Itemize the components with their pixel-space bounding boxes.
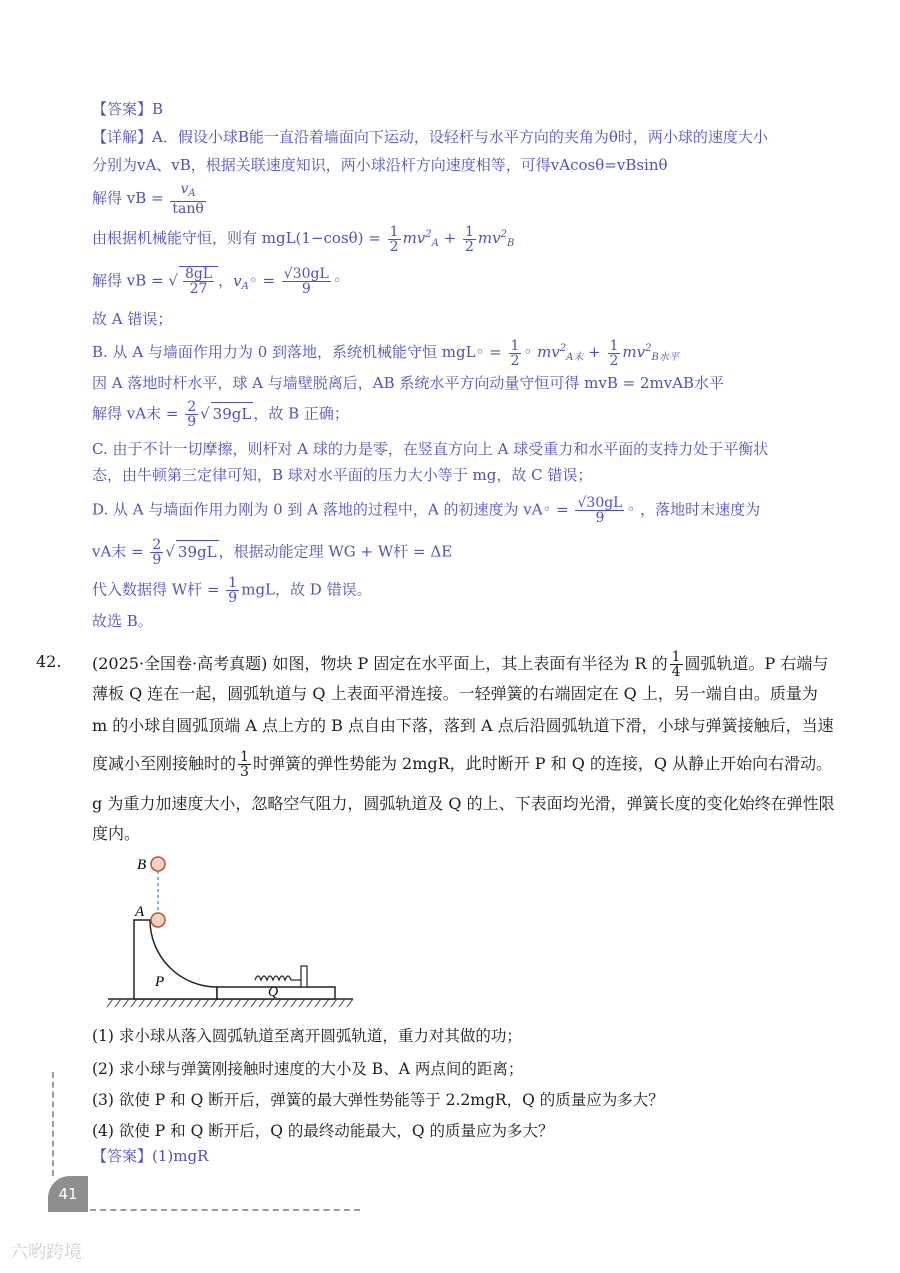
spring-stop: [301, 966, 307, 987]
ground-hatching: [107, 999, 353, 1007]
explanation-b: B. 从 A 与墙面作用力为 0 到落地，系统机械能守恒 mgL◦ = $\frac{1}{2}$ ◦ $mv^2_{A末}$ + $\frac{1}{2}$ $mv^2_{B水平}$: [92, 337, 679, 369]
equation-energy: 由根据机械能守恒，则有 mgL(1−cosθ) = $\frac{1}{2}$ $mv^2_A$ + $\frac{1}{2}$ $mv^2_B$: [92, 223, 515, 255]
explanation-d: D. 从 A 与墙面作用力刚为 0 到 A 落地的过程中，A 的初速度为 vA◦ = $\frac{√30gL}{9}$ ◦ ，落地时末速度为: [92, 495, 761, 526]
question-line-4: 度减小至刚接触时的 $\frac{1}{3}$ 时弹簧的弹性势能为 2mgR，此时断开 P 和 Q 的连接，Q 从静止开始向右滑动。: [92, 749, 833, 780]
block-p: [134, 920, 217, 999]
explanation-line-2: 分别为vA、vB，根据关联速度知识，两小球沿杆方向速度相等，可得vAcosθ=vBsinθ: [92, 156, 668, 174]
conclusion-a: 故 A 错误；: [92, 310, 173, 328]
explanation-c-2: 态，由牛顿第三定律可知，B 球对水平面的压力大小等于 mg，故 C 错误；: [92, 466, 593, 484]
subquestion-3: (3) 欲使 P 和 Q 断开后，弹簧的最大弹性势能等于 2.2mgR，Q 的质量应为多大？: [92, 1091, 664, 1109]
watermark: 六哟跨境: [10, 1242, 82, 1263]
subquestion-2: (2) 求小球与弹簧刚接触时速度的大小及 B、A 两点间的距离；: [92, 1060, 524, 1078]
question-number: 42.: [36, 652, 62, 671]
explanation-line-1: 【详解】A．假设小球B能一直沿着墙面向下运动，设轻杆与水平方向的夹角为θ时，两小球的速度大小: [92, 128, 768, 146]
question-line-6: 度内。: [92, 824, 141, 843]
page-number: 41: [48, 1176, 88, 1212]
answer-label: 【答案】B: [92, 100, 164, 118]
question-line-2: 薄板 Q 连在一起，圆弧轨道与 Q 上表面平滑连接。一轻弹簧的右端固定在 Q 上，另一端自由。质量为: [92, 684, 818, 703]
figure-diagram: [105, 850, 365, 1015]
physics-figure: [105, 850, 365, 1015]
label-p: P: [155, 974, 165, 990]
ball-b: [151, 857, 165, 871]
equation-work-rod: 代入数据得 W杆 = $\frac{1}{9}$ mgL，故 D 错误。: [92, 575, 372, 606]
label-b: B: [137, 857, 147, 873]
final-answer: 【答案】(1)mgR: [92, 1147, 209, 1165]
explanation-c-1: C. 由于不计一切摩擦，则杆对 A 球的力是零，在竖直方向上 A 球受重力和水平面的支持力处于平衡状: [92, 440, 769, 458]
equation-vb: 解得 vB = $\frac{v_A}{\tan\theta}$: [92, 181, 204, 217]
label-q: Q: [268, 985, 279, 1000]
page-decoration-vertical: [52, 1072, 54, 1176]
spring: [255, 976, 291, 980]
equation-work-energy: vA末 = $\frac{2}{9}$ √ 39gL ，根据动能定理 WG + W杆 = ΔE: [92, 537, 453, 568]
question-line-3: m 的小球自圆弧顶端 A 点上方的 B 点自由下落，落到 A 点后沿圆弧轨道下滑，小球与弹簧接触后，当速: [92, 716, 834, 735]
equation-va-final: 解得 vA末 = $\frac{2}{9}$ √ 39gL ，故 B 正确；: [92, 399, 349, 430]
question-line-5: g 为重力加速度大小，忽略空气阻力，圆弧轨道及 Q 的上、下表面均光滑，弹簧长度的变化始终在弹性限: [92, 794, 835, 813]
subquestion-4: (4) 欲使 P 和 Q 断开后，Q 的最终动能最大，Q 的质量应为多大？: [92, 1122, 554, 1140]
equation-solution-vb: 解得 vB = √ $\frac{8gL}{27}$ ，$v_A◦$ = $\frac{√30gL}{9}$ ◦: [92, 266, 342, 297]
explanation-momentum: 因 A 落地时杆水平，球 A 与墙壁脱离后，AB 系统水平方向动量守恒可得 mvB = 2mvAB水平: [92, 374, 725, 392]
label-a: A: [135, 904, 145, 920]
page-decoration-horizontal: [90, 1209, 360, 1211]
final-choice: 故选 B。: [92, 612, 153, 630]
question-line-1: (2025·全国卷·高考真题) 如图，物块 P 固定在水平面上，其上表面有半径为 R 的 $\frac{1}{4}$ 圆弧轨道。P 右端与: [92, 649, 829, 680]
ball-a: [151, 913, 165, 927]
subquestion-1: (1) 求小球从落入圆弧轨道至离开圆弧轨道，重力对其做的功；: [92, 1027, 522, 1045]
